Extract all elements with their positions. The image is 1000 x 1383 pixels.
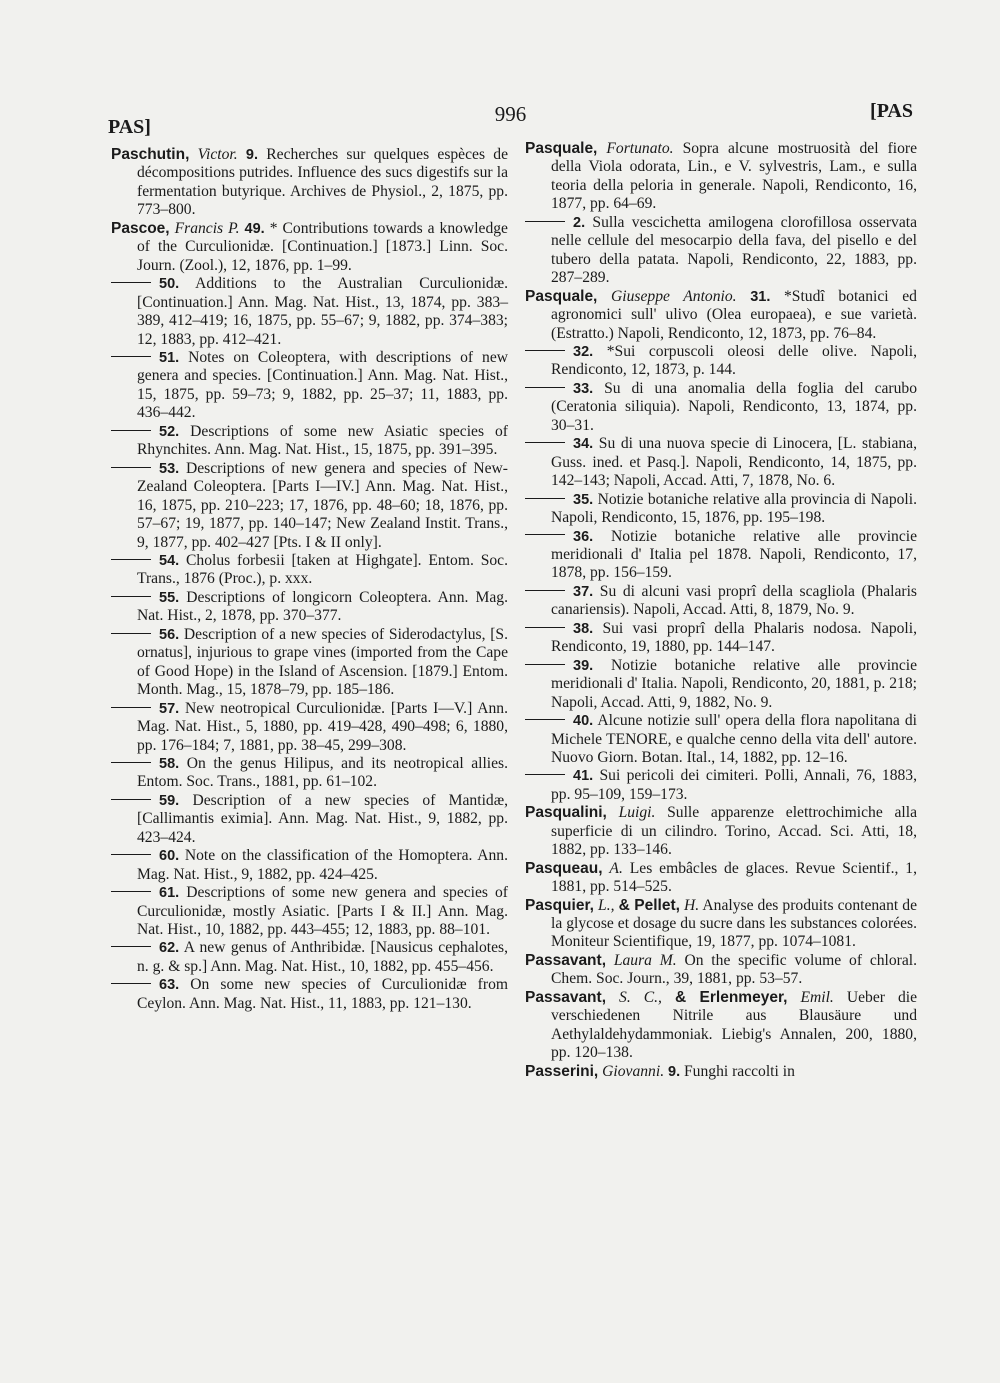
bib-subentry [111, 884, 508, 939]
bib-subentry [525, 343, 917, 380]
entry-text: Sui pericoli dei cimiteri. Polli, Annali, 76, 1883, pp. 95–109, 159–173. [551, 767, 917, 803]
entry-text: *Sui corpuscoli oleosi delle olive. Napoli, Rendiconto, 12, 1873, p. 144. [551, 342, 917, 379]
entry-number: 56. [159, 626, 180, 643]
bib-subentry [525, 491, 917, 528]
entry-text: A new genus of Anthribidæ. [Nausicus cephalotes, n. g. & sp.] Ann. Mag. Nat. Hist., 10, 1882, pp. 455–456. [137, 939, 508, 975]
ditto-dash [111, 596, 151, 597]
entry-number: 37. [573, 583, 594, 600]
bib-subentry [525, 380, 917, 435]
coauthor-given-name: H. [684, 896, 700, 914]
bib-subentry [525, 657, 917, 712]
bib-entry [525, 897, 917, 952]
ditto-dash [525, 664, 565, 665]
bib-subentry [111, 700, 508, 755]
entry-text: Descriptions of some new genera and species of Curculionidæ, mostly Asiatic. [Parts I & II.] Ann. Mag. Nat. Hist., 10, 1882, pp. 443–455; 12, 1883, pp. 88–101. [137, 884, 508, 939]
entry-number: 50. [159, 276, 180, 293]
entry-number: 57. [159, 700, 180, 717]
bib-subentry [111, 423, 508, 460]
entry-number: 34. [573, 436, 594, 453]
ditto-dash [525, 590, 565, 591]
entry-number: 31. [750, 288, 771, 305]
ditto-dash [525, 719, 565, 720]
entry-text: Su di una anomalia della foglia del carubo (Ceratonia siliquia). Napoli, Rendiconto, 13, 1874, pp. 30–31. [551, 379, 917, 434]
bib-subentry [111, 349, 508, 423]
entry-number: 41. [573, 768, 594, 785]
entry-number: 55. [159, 589, 180, 606]
bib-subentry [111, 847, 508, 884]
header-right-guide: [PAS [870, 100, 913, 122]
ditto-dash [525, 627, 565, 628]
entry-number: 9. [668, 1063, 681, 1080]
ditto-dash [111, 854, 151, 855]
entry-text: Recherches sur quelques espèces de décompositions putrides. Influence des sucs digestifs sur la fermentation butyrique. Archives de Physiol., 2, 1875, pp. 773–800. [137, 146, 508, 219]
entry-number: 36. [573, 528, 594, 545]
entry-text: Ueber die verschiedenen Nitrile aus Blausäure und Aethylaldehydammoniak. Liebig's Annalen, 200, 1880, pp. 120–138. [551, 988, 917, 1062]
bib-entry [111, 220, 508, 275]
ditto-dash [111, 282, 151, 283]
bib-subentry [525, 712, 917, 767]
entry-text: Description of a new species of Siderodactylus, [S. ornatus], injurious to grape vines (imported from the Cape of Good Hope) in the Island of Ascension. [1879.] Entom. Month. Mag., 15, 1878–79, pp. 185–186. [137, 625, 508, 699]
ditto-dash [111, 467, 151, 468]
bib-subentry [111, 552, 508, 589]
author-given-name: Giovanni. [602, 1062, 665, 1080]
bib-subentry [111, 626, 508, 700]
bib-subentry [525, 620, 917, 657]
entry-text: Les embâcles de glaces. Revue Scientif., 1, 1881, pp. 514–525. [551, 859, 917, 896]
ditto-dash [525, 498, 565, 499]
author-name: Paschutin, [111, 146, 190, 163]
entry-text: Notes on Coleoptera, with descriptions of new genera and species. [Continuation.] Ann. Mag. Nat. Hist., 15, 1875, pp. 59–73; 9, 1882, pp. 25–37; 11, 1883, pp. 436–442. [137, 348, 508, 422]
entry-number: 52. [159, 423, 180, 440]
entry-text: Funghi raccolti in [684, 1062, 795, 1080]
bib-entry [525, 860, 917, 897]
entry-text: Su di una nuova specie di Linocera, [L. stabiana, Guss. ined. et Pasq.]. Napoli, Rendiconto, 14, 1875, pp. 142–143; Napoli, Accad. Atti, 7, 1878, No. 6. [551, 435, 917, 490]
entry-number: 60. [159, 848, 180, 865]
entry-text: Sui vasi proprî della Phalaris nodosa. Napoli, Rendiconto, 19, 1880, pp. 144–147. [551, 619, 917, 656]
ditto-dash [111, 891, 151, 892]
bib-entry [525, 1063, 917, 1081]
author-given-name: Luigi. [618, 804, 656, 822]
author-name: Pasqueau, [525, 859, 603, 877]
entry-number: 63. [159, 977, 180, 994]
ditto-dash [525, 221, 565, 222]
author-given-name: Fortunato. [606, 140, 674, 157]
entry-number: 53. [159, 460, 180, 477]
entry-text: Note on the classification of the Homoptera. Ann. Mag. Nat. Hist., 9, 1882, pp. 424–425. [137, 847, 508, 883]
entry-text: Sulle apparenze elettrochimiche alla superficie di un cilindro. Torino, Accad. Sci. Atti, 18, 1882, pp. 133–146. [551, 804, 917, 859]
ditto-dash [111, 762, 151, 763]
entry-text: Notizie botaniche relative alle provincie meridionali d' Italia. Napoli, Rendiconto, 20, 1881, p. 218; Napoli, Accad. Atti, 9, 1882, No. 9. [551, 656, 917, 711]
ditto-dash [525, 774, 565, 775]
entry-number: 61. [159, 885, 180, 902]
entry-text: Notizie botaniche relative alla provincia di Napoli. Napoli, Rendiconto, 15, 1876, pp. 195–198. [551, 490, 917, 527]
bib-entry [111, 146, 508, 220]
entry-text: Cholus forbesii [taken at Highgate]. Entom. Soc. Trans., 1876 (Proc.), p. xxx. [137, 551, 508, 588]
author-given-name: Giuseppe Antonio. [611, 287, 737, 305]
right-column [525, 140, 917, 1081]
ditto-dash [111, 633, 151, 634]
entry-number: 62. [159, 940, 180, 957]
entry-text: New neotropical Curculionidæ. [Parts I—V.] Ann. Mag. Nat. Hist., 5, 1880, pp. 419–428, 490–498; 6, 1880, pp. 176–184; 7, 1881, pp. 38–45, 299–308. [137, 699, 508, 754]
ditto-dash [111, 356, 151, 357]
author-name: Passavant, [525, 951, 606, 969]
entry-text: Alcune notizie sull' opera della flora napolitana di Michele TENORE, e qualche cenno della vita dell' autore. Nuovo Giorn. Botan. Ital., 14, 1882, pp. 12–16. [551, 712, 917, 766]
entry-text: Su di alcuni vasi proprî della scagliola (Phalaris canariensis). Napoli, Accad. Atti, 8, 1879, No. 9. [551, 582, 917, 619]
entry-text: Notizie botaniche relative alle provincie meridionali d' Italia pel 1878. Napoli, Rendiconto, 17, 1878, pp. 156–159. [551, 527, 917, 582]
bib-subentry [111, 275, 508, 349]
entry-text: Descriptions of new genera and species of New-Zealand Coleoptera. [Parts I—IV.] Ann. Mag. Nat. Hist., 16, 1875, pp. 210–223; 17, 1876, pp. 48–60; 18, 1876, pp. 57–67; 19, 1877, pp. 140–147; New Zealand Instit. Trans., 9, 1877, pp. 402–427 [Pts. I & II only]. [137, 459, 508, 551]
author-given-name: S. C., [619, 988, 662, 1006]
entry-text: On some new species of Curculionidæ from Ceylon. Ann. Mag. Nat. Hist., 11, 1883, pp. 121–130. [137, 976, 508, 1012]
entry-text: Analyse des produits contenant de la glycose et dosage du sucre dans les substances colorées. Moniteur Scientifique, 19, 1877, pp. 1074–1081. [551, 896, 917, 951]
ditto-dash [525, 442, 565, 443]
author-given-name: Laura M. [613, 951, 677, 969]
coauthor-name: & Erlenmeyer, [674, 988, 788, 1006]
entry-number: 54. [159, 552, 180, 569]
author-given-name: Francis P. [174, 219, 240, 237]
entry-number: 39. [573, 657, 594, 674]
entry-text: Description of a new species of Mantidæ, [Callimantis eximia]. Ann. Mag. Nat. Hist., 9, 1882, pp. 423–424. [137, 791, 508, 846]
ditto-dash [111, 430, 151, 431]
author-name: Pascoe, [111, 219, 170, 237]
bib-entry [525, 952, 917, 989]
bib-subentry [525, 214, 917, 288]
ditto-dash [525, 387, 565, 388]
author-name: Pasquale, [525, 140, 598, 157]
ditto-dash [111, 799, 151, 800]
page-header [108, 98, 913, 138]
coauthor-given-name: Emil. [800, 988, 834, 1006]
bib-subentry [111, 589, 508, 626]
bib-subentry [525, 583, 917, 620]
bib-subentry [111, 460, 508, 552]
entry-text: On the genus Hilipus, and its neotropical allies. Entom. Soc. Trans., 1881, pp. 61–102. [137, 754, 508, 791]
entry-number: 32. [573, 343, 594, 360]
ditto-dash [525, 534, 565, 535]
author-given-name: Victor. [197, 146, 238, 163]
bib-subentry [111, 755, 508, 792]
ditto-dash [111, 707, 151, 708]
bib-subentry [525, 435, 917, 490]
left-column [111, 146, 508, 1013]
author-name: Pasquier, [525, 896, 594, 914]
author-given-name: L., [598, 896, 615, 914]
entry-text: *Studî botanici ed agronomici sull' ulivo (Olea europaea), e sue varietà. (Estratto.) Napoli, Rendiconto, 12, 1873, pp. 76–84. [551, 287, 917, 342]
entry-text: Descriptions of some new Asiatic species of Rhynchites. Ann. Mag. Nat. Hist., 15, 1875, pp. 391–395. [137, 422, 508, 459]
entry-number: 35. [573, 491, 594, 508]
coauthor-name: & Pellet, [618, 896, 680, 914]
entry-number: 38. [573, 620, 594, 637]
entry-text: Sopra alcune mostruosità del fiore della Viola odorata, Lin., e V. sylvestris, Lam., e sulla teoria della peloria in generale. Napoli, Rendiconto, 16, 1877, pp. 64–69. [551, 140, 918, 213]
bib-subentry [525, 767, 917, 804]
entry-number: 51. [159, 349, 180, 366]
bib-subentry [111, 939, 508, 976]
bib-entry [525, 140, 917, 214]
entry-number: 9. [245, 147, 259, 163]
bib-entry [525, 804, 917, 859]
ditto-dash [525, 350, 565, 351]
entry-number: 40. [573, 713, 594, 730]
bib-subentry [525, 528, 917, 583]
entry-number: 2. [573, 214, 586, 231]
author-name: Passerini, [525, 1062, 599, 1080]
entry-text: Sulla vescichetta amilogena clorofillosa osservata nelle cellule del mesocarpio della fava, del pisello e del tubero della patata. Napoli, Rendiconto, 22, 1883, pp. 287–289. [551, 213, 917, 287]
entry-text: On the specific volume of chloral. Chem. Soc. Journ., 39, 1881, pp. 53–57. [551, 951, 918, 988]
entry-text: Descriptions of longicorn Coleoptera. Ann. Mag. Nat. Hist., 2, 1878, pp. 370–377. [137, 588, 508, 625]
ditto-dash [111, 559, 151, 560]
bib-entry [525, 288, 917, 343]
entry-text: * Contributions towards a knowledge of the Curculionidæ. [Continuation.] [1873.] Linn. Soc. Journ. (Zool.), 12, 1876, pp. 1–99. [137, 219, 508, 274]
ditto-dash [111, 946, 151, 947]
bib-subentry [111, 976, 508, 1013]
page-number: 996 [494, 102, 527, 126]
bib-subentry [111, 792, 508, 847]
entry-number: 33. [573, 380, 594, 397]
author-name: Pasqualini, [525, 804, 607, 822]
entry-text: Additions to the Australian Curculionidæ. [Continuation.] Ann. Mag. Nat. Hist., 13, 1874, pp. 383–389, 412–419; 16, 1875, pp. 55–67; 9, 1882, pp. 374–383; 12, 1883, pp. 412–421. [137, 275, 508, 348]
author-name: Passavant, [525, 988, 606, 1006]
entry-number: 58. [159, 755, 180, 772]
entry-number: 49. [244, 220, 265, 237]
ditto-dash [111, 983, 151, 984]
author-name: Pasquale, [525, 287, 598, 305]
header-left-guide: PAS] [108, 116, 151, 138]
bib-entry [525, 989, 917, 1063]
entry-number: 59. [159, 792, 180, 809]
author-given-name: A. [609, 859, 623, 877]
